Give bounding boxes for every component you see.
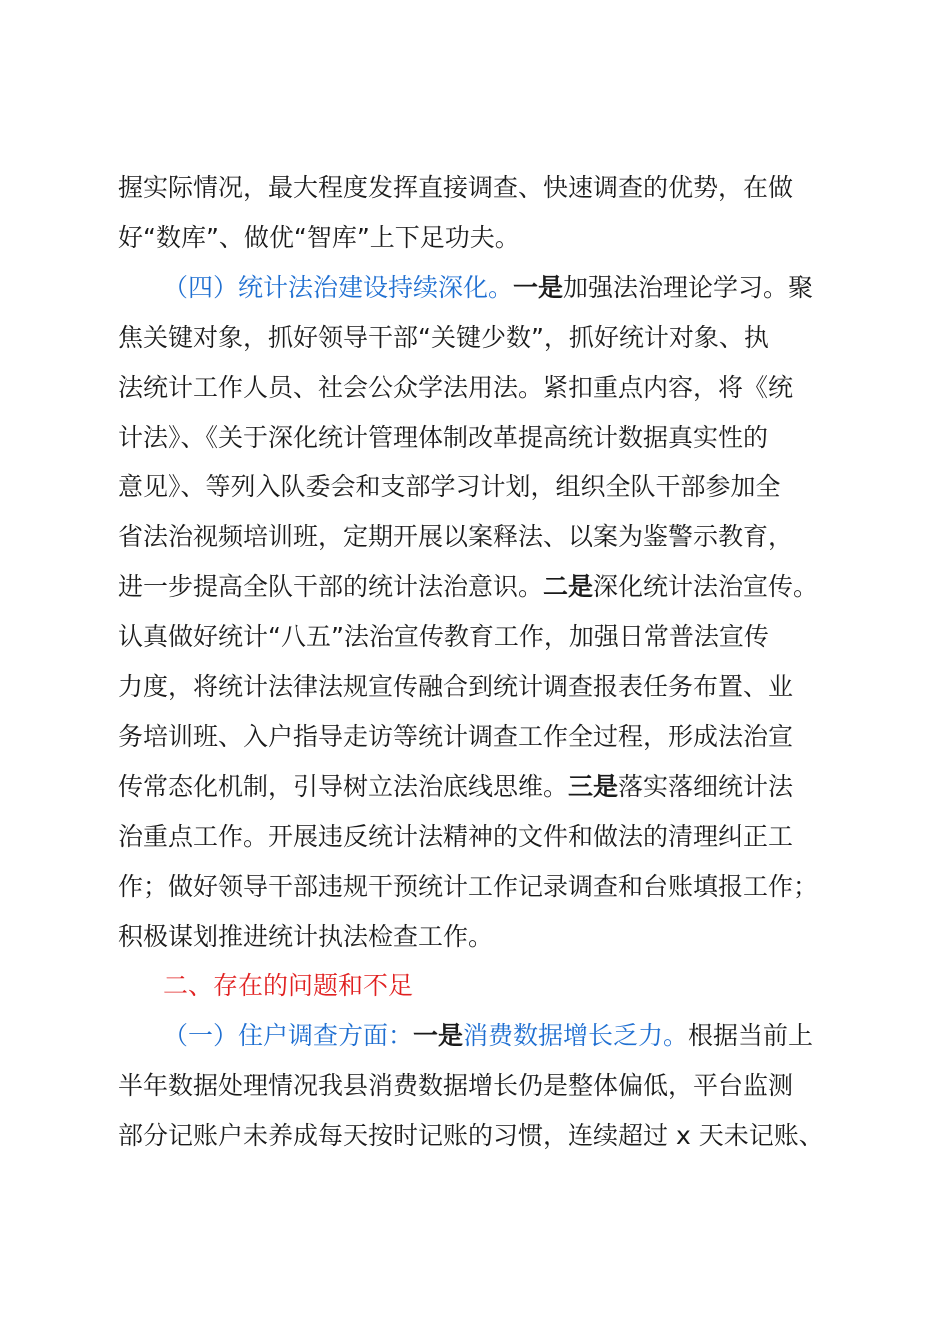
text-line xyxy=(163,263,838,313)
text-line xyxy=(118,213,838,263)
text-line xyxy=(163,1011,838,1061)
text-line xyxy=(118,363,838,413)
text-line xyxy=(118,562,838,612)
text-segment: 一是 xyxy=(413,1021,464,1051)
text-segment: 二是 xyxy=(543,572,594,602)
text-line xyxy=(118,413,838,463)
text-line xyxy=(118,812,838,862)
text-segment: 传常态化机制，引导树立法治底线思维。 xyxy=(118,771,569,801)
text-segment: 积极谋划推进统计执法检查工作。 xyxy=(118,921,494,951)
text-segment: 法统计工作人员、社会公众学法用法。紧扣重点内容，将《统 xyxy=(118,372,794,402)
text-line xyxy=(118,163,838,213)
text-line xyxy=(118,912,838,962)
text-segment: 根据当前上 xyxy=(688,1021,814,1051)
text-segment: 二、存在的问题和不足 xyxy=(163,971,414,1001)
text-segment: （一）住户调查方面： xyxy=(163,1021,414,1051)
text-segment: （四）统计法治建设持续深化。 xyxy=(163,272,514,302)
text-segment: 半年数据处理情况我县消费数据增长仍是整体偏低，平台监测 xyxy=(118,1071,794,1101)
text-segment: 好“数库”、做优“智库”上下足功夫。 xyxy=(118,222,520,252)
text-segment: 治重点工作。开展违反统计法精神的文件和做法的清理纠正工 xyxy=(118,821,794,851)
text-segment: 焦关键对象，抓好领导干部“关键少数”，抓好统计对象、执 xyxy=(118,322,769,352)
text-segment: 落实落细统计法 xyxy=(618,771,794,801)
text-segment: 一是 xyxy=(513,272,564,302)
text-line xyxy=(118,862,838,912)
text-segment: 进一步提高全队干部的统计法治意识。 xyxy=(118,572,544,602)
text-line xyxy=(118,712,838,762)
text-line xyxy=(118,762,838,812)
text-line xyxy=(118,612,838,662)
text-segment: 三是 xyxy=(568,771,619,801)
text-line xyxy=(118,1061,838,1111)
text-segment: 意见》、等列入队委会和支部学习计划，组织全队干部参加全 xyxy=(118,472,781,502)
text-line xyxy=(118,1111,838,1161)
text-segment: 计法》、《关于深化统计管理体制改革提高统计数据真实性的 xyxy=(118,422,769,452)
text-line xyxy=(118,662,838,712)
text-line xyxy=(118,512,838,562)
text-line xyxy=(118,462,838,512)
text-segment: 作；做好领导干部违规干预统计工作记录调查和台账填报工作； xyxy=(118,871,819,901)
text-segment: 力度，将统计法律法规宣传融合到统计调查报表任务布置、业 xyxy=(118,672,794,701)
text-segment: 认真做好统计“八五”法治宣传教育工作，加强日常普法宣传 xyxy=(118,622,769,652)
text-line xyxy=(163,961,838,1011)
text-segment: 加强法治理论学习。聚 xyxy=(563,272,814,302)
text-line xyxy=(118,313,838,363)
text-segment: 消费数据增长乏力。 xyxy=(463,1021,689,1051)
text-segment: 深化统计法治宣传。 xyxy=(593,572,819,602)
text-segment: 务培训班、入户指导走访等统计调查工作全过程，形成法治宣 xyxy=(118,721,794,751)
text-segment: 部分记账户未养成每天按时记账的习惯，连续超过 x 天未记账、 xyxy=(118,1121,824,1151)
text-segment: 省法治视频培训班，定期开展以案释法、以案为鉴警示教育， xyxy=(118,522,794,552)
text-segment: 握实际情况，最大程度发挥直接调查、快速调查的优势，在做 xyxy=(118,173,794,202)
